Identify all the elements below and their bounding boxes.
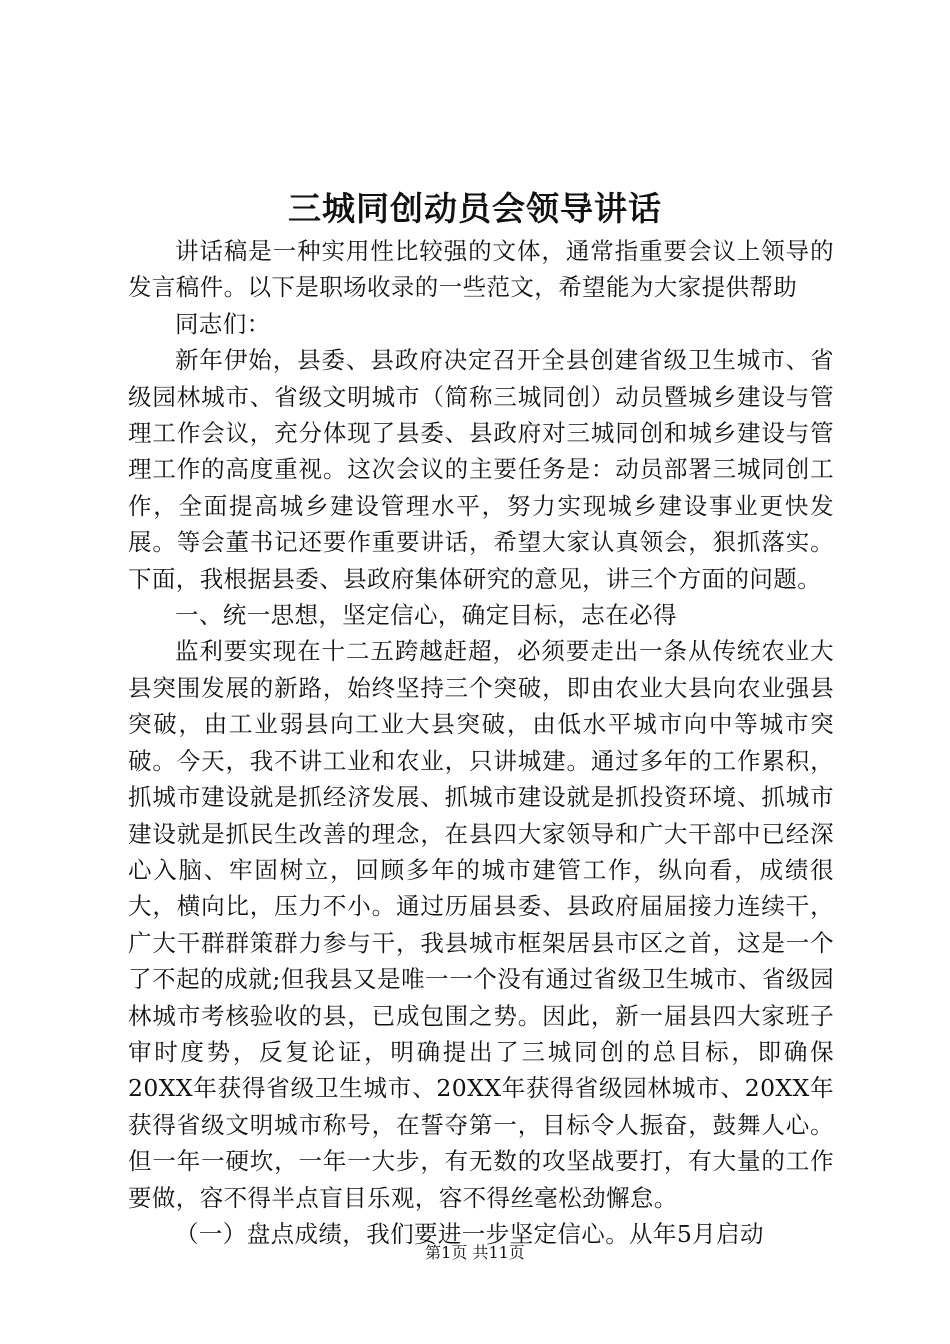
- document-title: 三城同创动员会领导讲话: [288, 189, 662, 228]
- opening-paragraph: 新年伊始，县委、县政府决定召开全县创建省级卫生城市、省级园林城市、省级文明城市（简称三城同创）动员暨城乡建设与管理工作会议，充分体现了县委、县政府对三城同创和城乡建设与管理工作的高度重视。这次会议的主要任务是：动员部署三城同创工作，全面提高城乡建设管理水平，努力实现城乡建设事业更快发展。等会董书记还要作重要讲话，希望大家认真领会，狠抓落实。下面，我根据县委、县政府集体研究的意见，讲三个方面的问题。: [128, 346, 834, 593]
- section-heading-1: 一、统一思想，坚定信心，确定目标，志在必得: [175, 601, 677, 630]
- section-paragraph-1: 监利要实现在十二五跨越赶超，必须要走出一条从传统农业大县突围发展的新路，始终坚持三个突破，即由农业大县向农业强县突破，由工业弱县向工业大县突破，由低水平城市向中等城市突破。今天，我不讲工业和农业，只讲城建。通过多年的工作累积，抓城市建设就是抓经济发展、抓城市建设就是抓投资环境、抓城市建设就是抓民生改善的理念，在县四大家领导和广大干部中已经深心入脑、牢固树立，回顾多年的城市建管工作，纵向看，成绩很大，横向比，压力不小。通过历届县委、县政府届届接力连续干，广大干群群策群力参与干，我县城市框架居县市区之首，这是一个了不起的成就;但我县又是唯一一个没有通过省级卫生城市、省级园林城市考核验收的县，已成包围之势。因此，新一届县四大家班子审时度势，反复论证，明确提出了三城同创的总目标，即确保20XX年获得省级卫生城市、20XX年获得省级园林城市、20XX年获得省级文明城市称号，在誓夺第一，目标令人振奋，鼓舞人心。但一年一硬坎，一年一大步，有无数的攻坚战要打，有大量的工作要做，容不得半点盲目乐观，容不得丝毫松劲懈怠。: [128, 637, 834, 1212]
- salutation-paragraph: 同志们：: [175, 309, 271, 338]
- document-body: [128, 233, 834, 1252]
- subsection-paragraph-1: （一）盘点成绩，我们要进一步坚定信心。从年5月启动: [175, 1219, 764, 1248]
- intro-paragraph: 讲话稿是一种实用性比较强的文体，通常指重要会议上领导的发言稿件。以下是职场收录的一些范文，希望能为大家提供帮助: [128, 237, 834, 302]
- page-number-footer: 第1页 共11页: [425, 1243, 525, 1262]
